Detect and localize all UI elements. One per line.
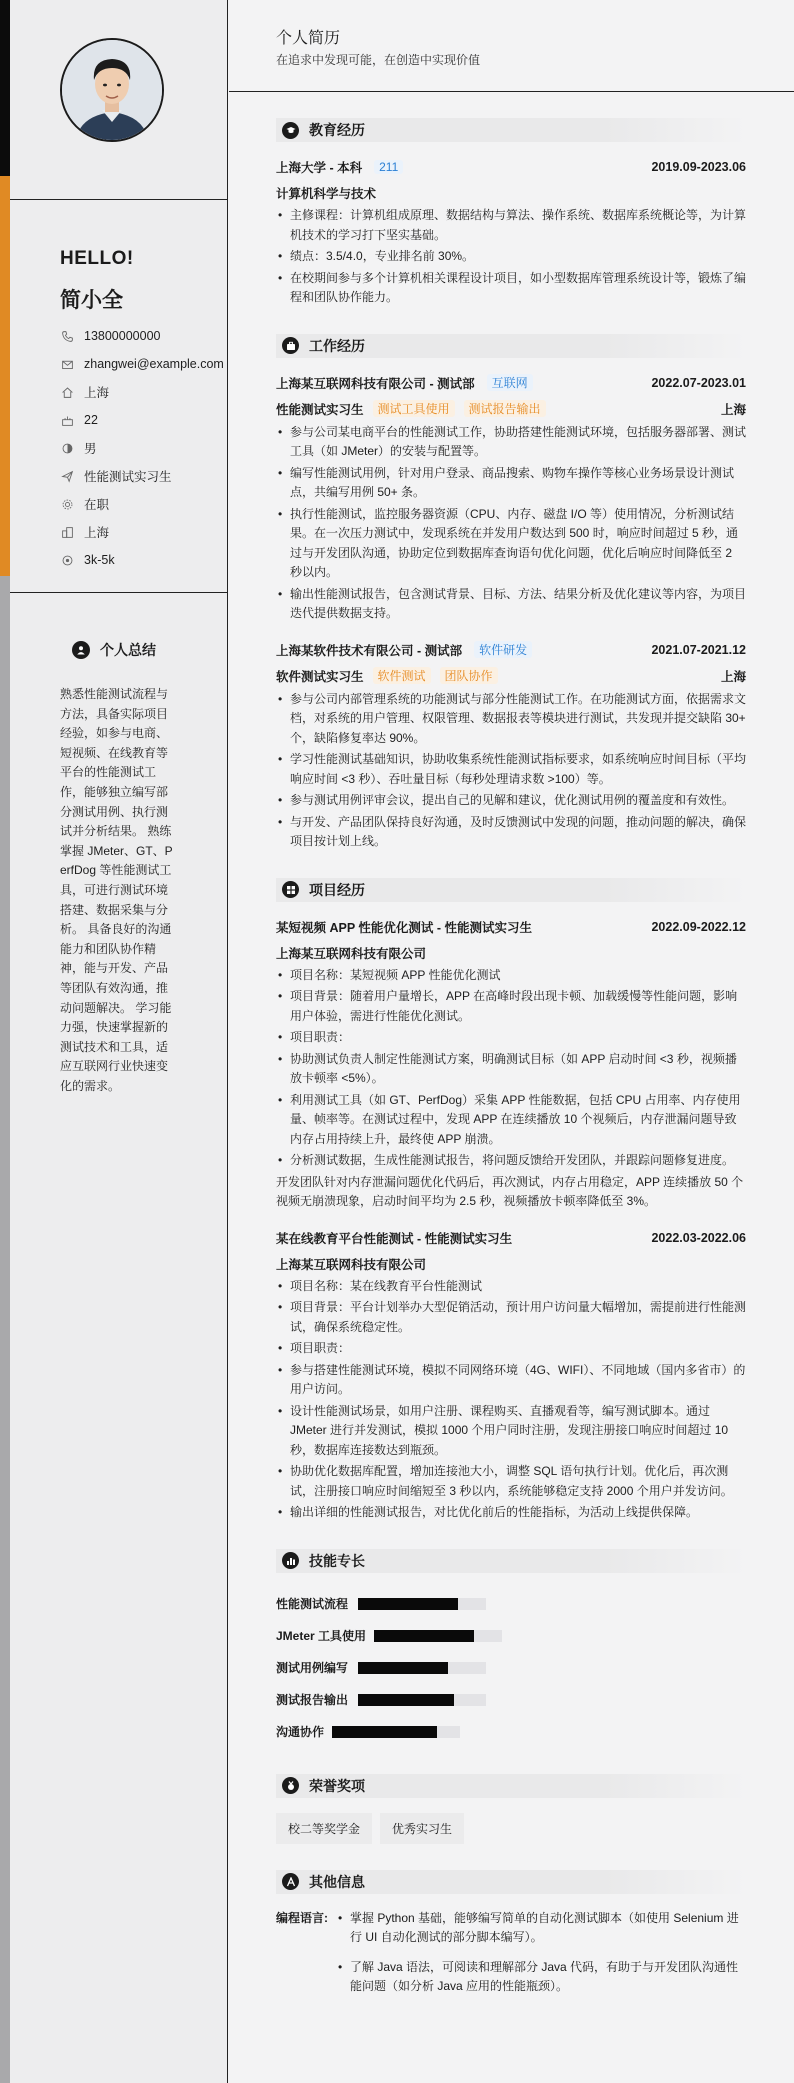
education-heading: 教育经历 xyxy=(276,118,746,142)
school-tag: 211 xyxy=(374,160,403,174)
skill-tag: 团队协作 xyxy=(440,667,498,684)
list-item: • 项目背景：平台计划举办大型促销活动，预计用户访问量大幅增加，需提前进行性能测试，确保系统稳定性。 xyxy=(276,1298,746,1337)
project-date: 2022.09-2022.12 xyxy=(651,919,746,934)
other-section xyxy=(276,1870,746,2007)
info-phone: 13800000000 xyxy=(60,322,224,350)
award-badge: 优秀实习生 xyxy=(380,1813,464,1844)
profile-name: 简小全 xyxy=(60,289,123,312)
contact-info xyxy=(60,322,224,574)
hello-text: HELLO! xyxy=(60,248,134,269)
company-name: 上海某软件技术有限公司 - 测试部 xyxy=(276,643,463,658)
sidebar-divider xyxy=(10,592,228,593)
list-item: • 输出性能测试报告，包含测试背景、目标、方法、结果分析及优化建议等内容，为项目迭代提供数据支持。 xyxy=(276,585,746,624)
skill-tag: 软件测试 xyxy=(373,667,431,684)
skill-bar-fill xyxy=(358,1694,454,1706)
project-name: 某短视频 APP 性能优化测试 - 性能测试实习生 xyxy=(276,920,533,935)
list-item: • 参与公司某电商平台的性能测试工作，协助搭建性能测试环境，包括服务器部署、测试工具（如 JMeter）的安装与配置等。 xyxy=(276,423,746,462)
skill-name: 测试报告输出 xyxy=(276,1693,349,1707)
skill-bar xyxy=(358,1694,486,1706)
list-item: • 项目职责： xyxy=(276,1028,746,1048)
summary-heading: 个人总结 xyxy=(60,640,188,660)
skill-tag: 测试报告输出 xyxy=(464,400,546,417)
page-title: 个人简历 xyxy=(276,30,341,47)
work-section xyxy=(276,334,746,852)
main-content xyxy=(276,92,746,2007)
page-subtitle: 在追求中发现可能，在创造中实现价值 xyxy=(276,53,481,67)
briefcase-icon xyxy=(282,337,299,354)
info-salary: 3k-5k xyxy=(60,546,224,574)
list-item: • 项目名称：某在线教育平台性能测试 xyxy=(276,1277,746,1297)
project-company: 上海某互联网科技有限公司 xyxy=(276,1257,427,1272)
education-row xyxy=(276,157,746,177)
skill-row xyxy=(276,1716,746,1748)
list-item: • 了解 Java 语法，可阅读和理解部分 Java 代码，有助于与开发团队沟通性能问题（如分析 Java 应用的性能瓶颈）。 xyxy=(336,1958,746,1997)
project-details xyxy=(276,966,746,1212)
user-icon xyxy=(72,641,90,659)
job-entry xyxy=(276,373,746,624)
accent-strip-gray xyxy=(0,576,10,2083)
salary-icon xyxy=(60,553,74,567)
project-company: 上海某互联网科技有限公司 xyxy=(276,946,427,961)
job-date: 2021.07-2021.12 xyxy=(651,642,746,657)
list-item: • 协助优化数据库配置，增加连接池大小，调整 SQL 语句执行计划。优化后，再次测试，注册接口响应时间缩短至 3 秒以内，系统能够稳定支持 2000 个用户并发访问。 xyxy=(276,1462,746,1501)
info-city: 上海 xyxy=(60,518,224,546)
graduation-cap-icon xyxy=(282,122,299,139)
education-section xyxy=(276,118,746,308)
medal-icon xyxy=(282,1777,299,1794)
skill-name: JMeter 工具使用 xyxy=(276,1629,367,1643)
list-item: • 在校期间参与多个计算机相关课程设计项目，如小型数据库管理系统设计等，锻炼了编程和团队协作能力。 xyxy=(276,269,746,308)
skills-heading: 技能专长 xyxy=(276,1549,746,1573)
skill-bar-fill xyxy=(332,1726,437,1738)
info-position: 性能测试实习生 xyxy=(60,462,224,490)
list-item: • 协助测试负责人制定性能测试方案，明确测试目标（如 APP 启动时间 <3 秒，视频播放卡顿率 <5%）。 xyxy=(276,1050,746,1089)
list-item: • 项目名称：某短视频 APP 性能优化测试 xyxy=(276,966,746,986)
summary-text: 熟悉性能测试流程与方法，具备实际项目经验，如参与电商、短视频、在线教育等平台的性能测试工作，能够独立编写部分测试用例、执行测试并分析结果。 熟练掌握 JMeter、GT、PerfDog 等性能测试工具，可进行测试环境搭建、数据采集与分析。 具备良好的沟通能力和团队协作精神，能与开发、产品等团队有效沟通，推动问题解决。 学习能力强，快速掌握新的测试技术和工具，适应互联网行业快速变化的需求。 xyxy=(60,687,173,1093)
project-entry xyxy=(276,917,746,1212)
project-date: 2022.03-2022.06 xyxy=(651,1230,746,1245)
skill-bar xyxy=(358,1598,486,1610)
award-badge: 校二等奖学金 xyxy=(276,1813,372,1844)
job-entry xyxy=(276,640,746,852)
skill-name: 沟通协作 xyxy=(276,1725,325,1739)
project-name: 某在线教育平台性能测试 - 性能测试实习生 xyxy=(276,1231,513,1246)
list-item: • 学习性能测试基础知识，协助收集系统性能测试指标要求，如系统响应时间目标（平均响应时间 <3 秒）、吞吐量目标（每秒处理请求数 >100）等。 xyxy=(276,750,746,789)
awards-heading: 荣誉奖项 xyxy=(276,1774,746,1798)
skill-list xyxy=(276,1588,746,1748)
job-city: 上海 xyxy=(720,402,746,417)
gender-icon xyxy=(60,441,74,455)
job-date: 2022.07-2023.01 xyxy=(651,375,746,390)
awards-section xyxy=(276,1774,746,1844)
skill-name: 性能测试流程 xyxy=(276,1597,349,1611)
skill-tag: 测试工具使用 xyxy=(373,400,455,417)
grid-icon xyxy=(282,881,299,898)
skill-row xyxy=(276,1684,746,1716)
list-item: • 绩点：3.5/4.0，专业排名前 30%。 xyxy=(276,247,746,267)
status-icon xyxy=(60,497,74,511)
list-item: • 参与测试用例评审会议，提出自己的见解和建议，优化测试用例的覆盖度和有效性。 xyxy=(276,791,746,811)
translate-icon xyxy=(282,1873,299,1890)
projects-heading: 项目经历 xyxy=(276,878,746,902)
list-item: • 编写性能测试用例，针对用户登录、商品搜索、购物车操作等核心业务场景设计测试点，共编写用例 50+ 条。 xyxy=(276,464,746,503)
project-details xyxy=(276,1277,746,1523)
list-item: • 设计性能测试场景，如用户注册、课程购买、直播观看等，编写测试脚本。通过 JMeter 进行并发测试，模拟 1000 个用户同时注册，发现注册接口响应时间超过 10 秒，数据库连接数达到瓶颈。 xyxy=(276,1402,746,1461)
list-item: • 主修课程：计算机组成原理、数据结构与算法、操作系统、数据库系统概论等，为计算机技术的学习打下坚实基础。 xyxy=(276,206,746,245)
school-name: 上海大学 - 本科 xyxy=(276,161,363,175)
skill-bar xyxy=(358,1662,486,1674)
skill-row xyxy=(276,1620,746,1652)
skill-row xyxy=(276,1652,746,1684)
avatar xyxy=(60,38,164,142)
info-gender: 男 xyxy=(60,434,224,462)
sidebar xyxy=(10,0,228,2083)
job-duties xyxy=(276,423,746,624)
list-item: • 利用测试工具（如 GT、PerfDog）采集 APP 性能数据，包括 CPU 占用率、内存使用量、帧率等。在测试过程中，发现 APP 在连续播放 10 个视频后，内存泄漏问题导致内存占用持续上升，最终使 APP 崩溃。 xyxy=(276,1091,746,1150)
other-heading: 其他信息 xyxy=(276,1870,746,1894)
bar-chart-icon xyxy=(282,1552,299,1569)
info-status: 在职 xyxy=(60,490,224,518)
list-item: • 与开发、产品团队保持良好沟通，及时反馈测试中发现的问题，推动问题的解决，确保项目按计划上线。 xyxy=(276,813,746,852)
education-list xyxy=(276,206,746,308)
list-item: • 输出详细的性能测试报告，对比优化前后的性能指标，为活动上线提供保障。 xyxy=(276,1503,746,1523)
list-item: • 参与搭建性能测试环境，模拟不同网络环境（4G、WIFI）、不同地域（国内多省市）的用户访问。 xyxy=(276,1361,746,1400)
company-name: 上海某互联网科技有限公司 - 测试部 xyxy=(276,376,475,391)
accent-strip-orange xyxy=(0,176,10,576)
list-item: 开发团队针对内存泄漏问题优化代码后，再次测试，内存占用稳定，APP 连续播放 50 个视频无崩溃现象，启动时间平均为 2.5 秒，视频播放卡顿率降低至 3%。 xyxy=(276,1174,744,1208)
education-major: 计算机科学与技术 xyxy=(276,187,377,201)
resume-header xyxy=(229,0,794,92)
info-age: 22 xyxy=(60,406,224,434)
work-heading: 工作经历 xyxy=(276,334,746,358)
list-item: • 参与公司内部管理系统的功能测试与部分性能测试工作。在功能测试方面，依据需求文档，对系统的用户管理、权限管理、数据报表等模块进行测试，共发现并提交缺陷 30+ 个，缺陷修复率达 90%。 xyxy=(276,690,746,749)
award-list xyxy=(276,1813,746,1844)
job-duties xyxy=(276,690,746,852)
other-info xyxy=(276,1909,746,2007)
list-item: • 项目背景：随着用户量增长，APP 在高峰时段出现卡顿、加载缓慢等性能问题，影响用户体验，需进行性能优化测试。 xyxy=(276,987,746,1026)
skills-section xyxy=(276,1549,746,1748)
list-item: • 执行性能测试，监控服务器资源（CPU、内存、磁盘 I/O 等）使用情况，分析测试结果。在一次压力测试中，发现系统在并发用户数达到 500 时，响应时间超过 5 秒，通过与开发团队沟通，协助定位到数据库查询语句优化问题，优化后响应时间降低至 2 秒以内。 xyxy=(276,505,746,583)
phone-icon xyxy=(60,329,74,343)
list-item: • 掌握 Python 基础，能够编写简单的自动化测试脚本（如使用 Selenium 进行 UI 自动化测试的部分脚本编写）。 xyxy=(336,1909,746,1948)
education-date: 2019.09-2023.06 xyxy=(651,160,746,174)
job-city: 上海 xyxy=(720,669,746,684)
job-role: 软件测试实习生 xyxy=(276,669,364,684)
industry-tag: 互联网 xyxy=(487,374,533,391)
skill-bar-fill xyxy=(374,1630,474,1642)
city-icon xyxy=(60,525,74,539)
job-role: 性能测试实习生 xyxy=(276,402,364,417)
skill-bar xyxy=(374,1630,502,1642)
project-entry xyxy=(276,1228,746,1523)
send-icon xyxy=(60,469,74,483)
info-home: 上海 xyxy=(60,378,224,406)
projects-section xyxy=(276,878,746,1523)
skill-bar-fill xyxy=(358,1662,448,1674)
email-icon xyxy=(60,357,74,371)
list-item: • 分析测试数据，生成性能测试报告，将问题反馈给开发团队，并跟踪问题修复进度。 xyxy=(276,1151,746,1171)
home-icon xyxy=(60,385,74,399)
skill-name: 测试用例编写 xyxy=(276,1661,349,1675)
other-label: 编程语言: xyxy=(276,1910,328,1925)
skill-bar-fill xyxy=(358,1598,458,1610)
sidebar-divider xyxy=(10,199,228,200)
skill-row xyxy=(276,1588,746,1620)
skill-bar xyxy=(332,1726,460,1738)
age-icon xyxy=(60,413,74,427)
accent-strip-dark xyxy=(0,0,10,176)
list-item: • 项目职责： xyxy=(276,1339,746,1359)
info-email: zhangwei@example.com xyxy=(60,350,224,378)
industry-tag: 软件研发 xyxy=(474,641,532,658)
